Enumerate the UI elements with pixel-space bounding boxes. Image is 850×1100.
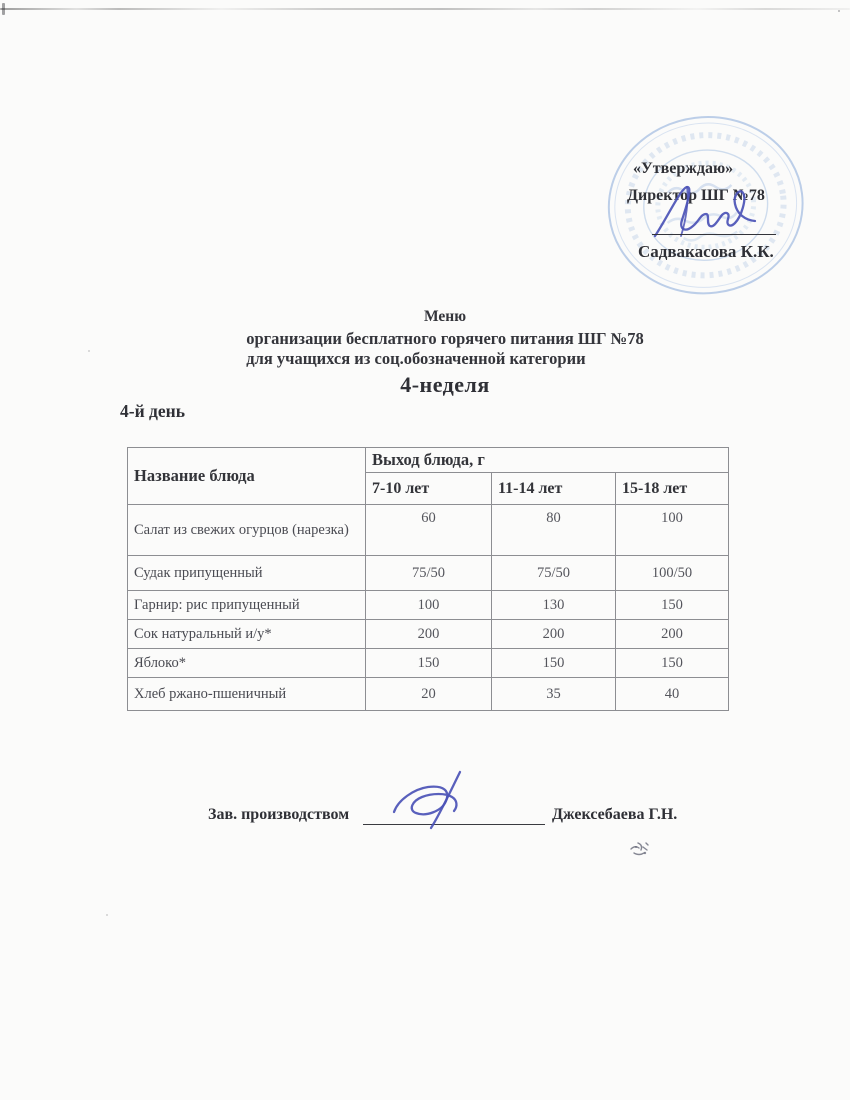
col-header-output: Выход блюда, г [366,448,729,473]
dish-value: 75/50 [492,556,616,591]
dish-value: 40 [616,678,729,711]
dish-name: Судак припущенный [128,556,366,591]
col-header-age-7-10: 7-10 лет [366,473,492,505]
title-line3: для учащихся из соц.обозначенной категории [246,349,586,368]
dish-value: 80 [492,505,616,556]
dish-value: 200 [366,620,492,649]
footer-role-label: Зав. производством [208,806,350,823]
approval-director: Директор ШГ №78 [627,187,765,204]
dish-value: 35 [492,678,616,711]
document-title [100,308,790,398]
dish-value: 150 [616,649,729,678]
table-row [128,620,729,649]
table-row [128,556,729,591]
dish-value: 150 [366,649,492,678]
dish-value: 150 [492,649,616,678]
dish-value: 75/50 [366,556,492,591]
table-row [128,591,729,620]
col-header-age-15-18: 15-18 лет [616,473,729,505]
table-row [128,678,729,711]
col-header-age-11-14: 11-14 лет [492,473,616,505]
approval-signature-line [652,234,776,235]
dish-name: Гарнир: рис припущенный [128,591,366,620]
dish-value: 130 [492,591,616,620]
scan-streak-top [0,8,850,10]
dish-name: Яблоко* [128,649,366,678]
dish-value: 60 [366,505,492,556]
scan-corner-mark [2,3,5,15]
dish-name: Салат из свежих огурцов (нарезка) [128,505,366,556]
title-menu: Меню [423,308,467,325]
title-subtitle-block [246,329,643,369]
dish-value: 150 [616,591,729,620]
approval-name: Садвакасова К.К. [638,242,774,261]
table-row [128,505,729,556]
footer-name: Джексебаева Г.Н. [552,806,678,823]
ink-smudge-icon [628,839,652,859]
dish-value: 200 [492,620,616,649]
title-week: 4-неделя [400,372,490,397]
title-line2: организации бесплатного горячего питания ШГ №78 [246,329,644,348]
dish-name: Сок натуральный и/у* [128,620,366,649]
col-header-dish-name: Название блюда [128,448,366,505]
dish-value: 100/50 [616,556,729,591]
dish-value: 100 [366,591,492,620]
day-label: 4-й день [120,401,185,421]
dish-value: 20 [366,678,492,711]
scan-speck [106,914,108,916]
menu-table [127,447,729,711]
dish-value: 100 [616,505,729,556]
director-signature-icon [645,184,763,240]
scan-speck [838,10,840,12]
dish-name: Хлеб ржано-пшеничный [128,678,366,711]
dish-value: 200 [616,620,729,649]
approval-quote: «Утверждаю» [633,160,734,177]
scan-speck [88,350,90,352]
footer-signature-icon [386,770,494,830]
table-row [128,649,729,678]
